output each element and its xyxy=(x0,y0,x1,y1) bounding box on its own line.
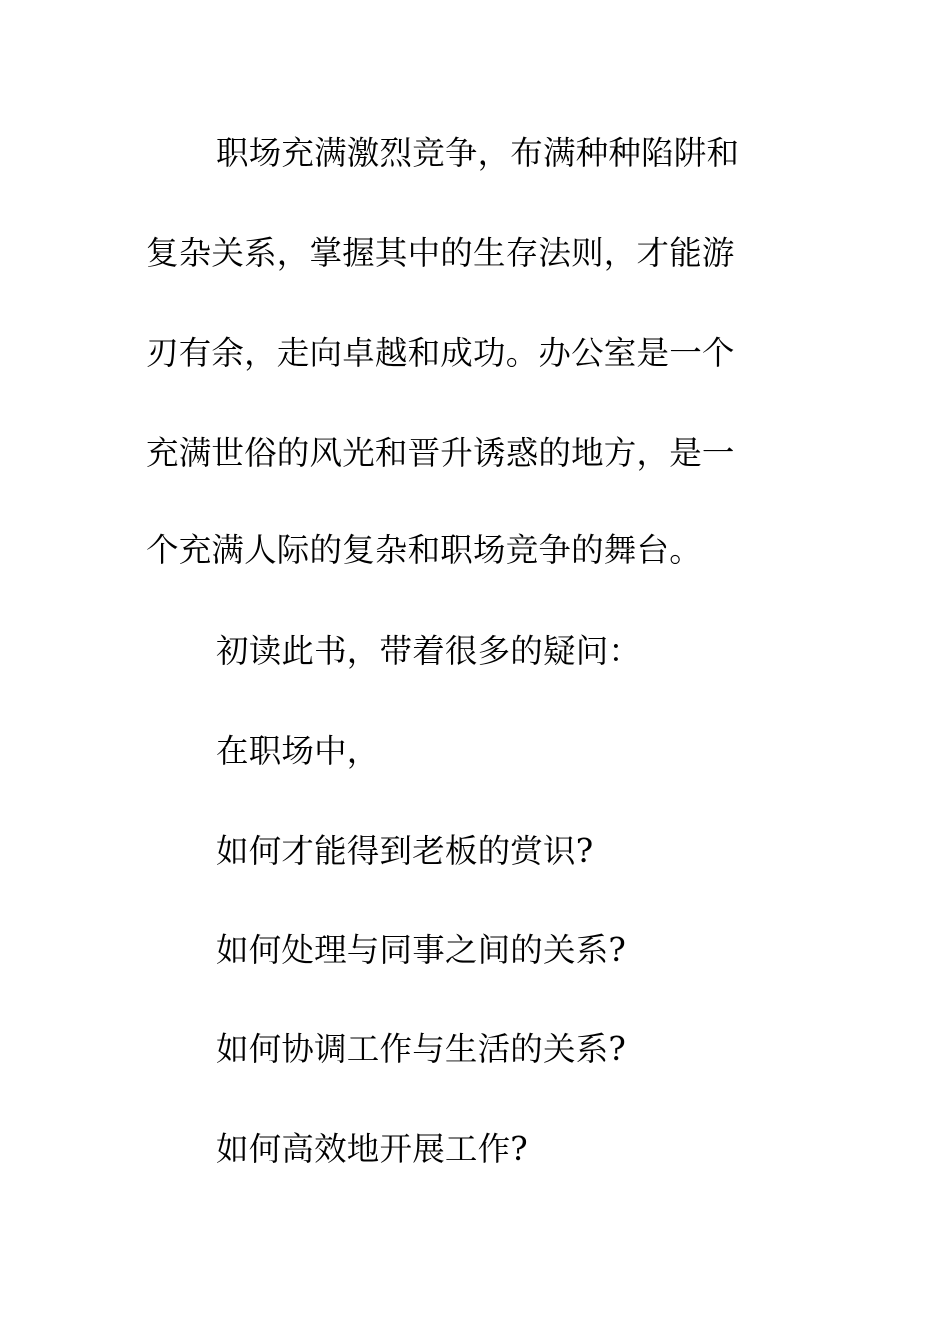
paragraph-1-line-1: 职场充满激烈竞争，布满种种陷阱和 xyxy=(216,134,740,172)
question-3: 如何协调工作与生活的关系? xyxy=(216,1030,627,1068)
paragraph-1-line-2: 复杂关系，掌握其中的生存法则，才能游 xyxy=(146,234,735,272)
paragraph-1-line-5: 个充满人际的复杂和职场竞争的舞台。 xyxy=(146,531,702,569)
paragraph-2: 初读此书，带着很多的疑问： xyxy=(216,632,642,670)
question-2: 如何处理与同事之间的关系? xyxy=(216,931,627,969)
paragraph-1-line-3: 刃有余，走向卓越和成功。办公室是一个 xyxy=(146,334,735,372)
paragraph-3: 在职场中， xyxy=(216,732,380,770)
question-1: 如何才能得到老板的赏识? xyxy=(216,832,594,870)
question-4: 如何高效地开展工作? xyxy=(216,1130,528,1168)
paragraph-1-line-4: 充满世俗的风光和晋升诱惑的地方，是一 xyxy=(146,434,735,472)
